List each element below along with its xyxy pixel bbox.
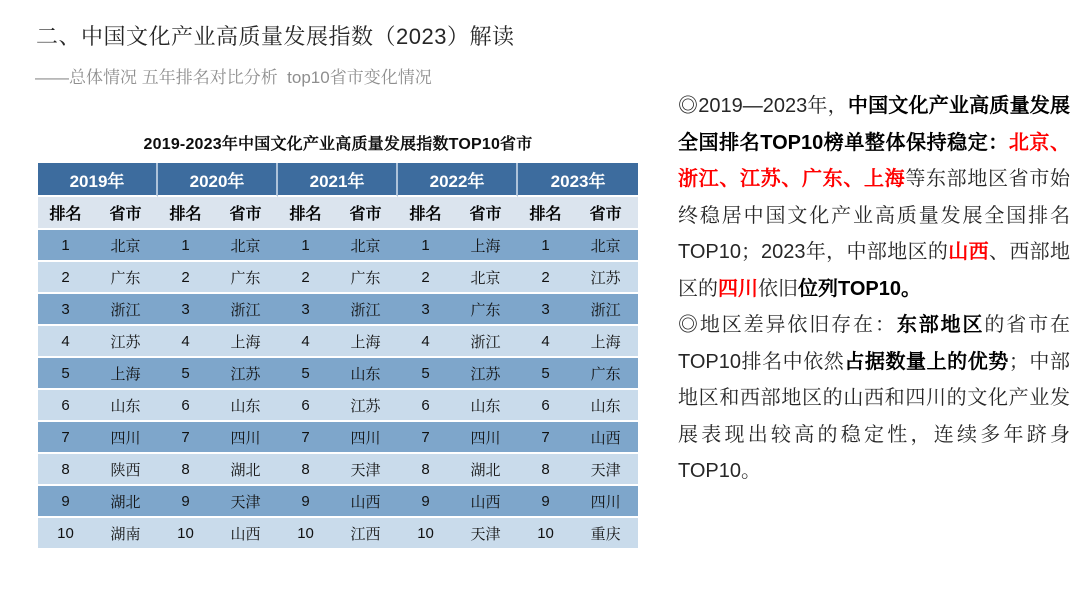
sub-header-row (38, 197, 638, 230)
rank-cell: 6 (158, 390, 213, 422)
province-cell: 北京 (333, 230, 398, 262)
province-header-cell: 省市 (453, 197, 518, 230)
province-header-cell: 省市 (573, 197, 638, 230)
page-subtitle: ——总体情况 五年排名对比分析 top10省市变化情况 (35, 68, 432, 87)
rank-cell: 4 (158, 326, 213, 358)
rank-cell: 5 (398, 358, 453, 390)
rank-cell: 6 (398, 390, 453, 422)
province-cell: 山东 (213, 390, 278, 422)
rank-cell: 9 (158, 486, 213, 518)
analysis-paragraph (678, 307, 1070, 490)
rank-cell: 7 (398, 422, 453, 454)
province-cell: 广东 (93, 262, 158, 294)
rank-cell: 7 (158, 422, 213, 454)
province-cell: 山西 (573, 422, 638, 454)
rank-cell: 1 (398, 230, 453, 262)
rank-cell: 8 (518, 454, 573, 486)
rank-cell: 9 (518, 486, 573, 518)
province-cell: 山东 (333, 358, 398, 390)
province-cell: 山西 (213, 518, 278, 550)
province-cell: 湖北 (93, 486, 158, 518)
analysis-text-run: 依旧 (758, 277, 798, 300)
table-row (38, 518, 638, 550)
province-cell: 四川 (573, 486, 638, 518)
rank-cell: 7 (518, 422, 573, 454)
rank-cell: 5 (518, 358, 573, 390)
province-cell: 上海 (213, 326, 278, 358)
province-cell: 江苏 (333, 390, 398, 422)
rank-cell: 8 (158, 454, 213, 486)
table-row (38, 294, 638, 326)
highlighted-province-text: 北京、浙江、江苏、广东、上海 (678, 131, 1070, 190)
rank-cell: 1 (38, 230, 93, 262)
table-row (38, 230, 638, 262)
province-cell: 重庆 (573, 518, 638, 550)
rank-cell: 8 (398, 454, 453, 486)
year-header-cell: 2019年 (38, 163, 158, 197)
rank-cell: 2 (38, 262, 93, 294)
province-cell: 江西 (333, 518, 398, 550)
rank-cell: 1 (278, 230, 333, 262)
province-cell: 天津 (573, 454, 638, 486)
year-header-cell: 2023年 (518, 163, 638, 197)
year-header-cell: 2020年 (158, 163, 278, 197)
rank-header-cell: 排名 (38, 197, 93, 230)
rank-cell: 3 (398, 294, 453, 326)
rank-cell: 10 (278, 518, 333, 550)
analysis-text-run: 位列TOP10。 (798, 277, 921, 300)
rank-cell: 9 (398, 486, 453, 518)
ranking-table (38, 163, 638, 550)
rank-cell: 5 (158, 358, 213, 390)
province-cell: 浙江 (453, 326, 518, 358)
rank-cell: 4 (38, 326, 93, 358)
province-cell: 四川 (453, 422, 518, 454)
rank-cell: 7 (278, 422, 333, 454)
province-cell: 上海 (453, 230, 518, 262)
rank-cell: 6 (38, 390, 93, 422)
province-cell: 广东 (453, 294, 518, 326)
rank-header-cell: 排名 (398, 197, 453, 230)
rank-cell: 1 (158, 230, 213, 262)
province-cell: 上海 (573, 326, 638, 358)
rank-cell: 6 (518, 390, 573, 422)
rank-cell: 8 (278, 454, 333, 486)
rank-cell: 2 (518, 262, 573, 294)
province-cell: 天津 (213, 486, 278, 518)
year-header-cell: 2021年 (278, 163, 398, 197)
analysis-text-run: ◎2019—2023年， (678, 95, 848, 117)
rank-cell: 8 (38, 454, 93, 486)
table-row (38, 422, 638, 454)
analysis-text-run: ◎地区差异依旧存在： (678, 314, 897, 336)
rank-cell: 3 (518, 294, 573, 326)
province-header-cell: 省市 (213, 197, 278, 230)
province-header-cell: 省市 (93, 197, 158, 230)
province-cell: 山东 (93, 390, 158, 422)
rank-cell: 1 (518, 230, 573, 262)
analysis-text-run: 占据数量上的优势 (844, 350, 1009, 373)
rank-cell: 4 (518, 326, 573, 358)
province-cell: 陕西 (93, 454, 158, 486)
rank-cell: 6 (278, 390, 333, 422)
province-cell: 江苏 (453, 358, 518, 390)
province-cell: 山东 (573, 390, 638, 422)
analysis-text-run: 的省市在TOP10排名中依然 (678, 314, 1071, 373)
province-cell: 浙江 (333, 294, 398, 326)
province-cell: 广东 (573, 358, 638, 390)
analysis-panel (678, 88, 1070, 490)
province-cell: 天津 (333, 454, 398, 486)
rank-cell: 9 (278, 486, 333, 518)
province-cell: 四川 (333, 422, 398, 454)
analysis-text-run: ；中部地区和西部地区的山西和四川的文化产业发展表现出较高的稳定性，连续多年跻身TOP10。 (678, 350, 1070, 482)
province-cell: 北京 (453, 262, 518, 294)
rank-cell: 10 (38, 518, 93, 550)
rank-header-cell: 排名 (518, 197, 573, 230)
province-cell: 四川 (93, 422, 158, 454)
rank-cell: 3 (278, 294, 333, 326)
analysis-text-run: 等东部地区省市始终稳居中国文化产业高质量发展全国排名TOP10；2023年，中部地区的 (678, 168, 1071, 263)
province-cell: 上海 (333, 326, 398, 358)
province-cell: 浙江 (93, 294, 158, 326)
rank-cell: 2 (398, 262, 453, 294)
rank-header-cell: 排名 (278, 197, 333, 230)
table-row (38, 262, 638, 294)
province-cell: 广东 (213, 262, 278, 294)
province-cell: 北京 (573, 230, 638, 262)
province-cell: 广东 (333, 262, 398, 294)
province-cell: 四川 (213, 422, 278, 454)
province-cell: 江苏 (573, 262, 638, 294)
ranking-table-block (38, 131, 638, 550)
analysis-paragraph (678, 88, 1070, 307)
rank-cell: 5 (278, 358, 333, 390)
table-row (38, 358, 638, 390)
table-row (38, 454, 638, 486)
rank-cell: 10 (398, 518, 453, 550)
province-cell: 湖南 (93, 518, 158, 550)
province-cell: 上海 (93, 358, 158, 390)
rank-cell: 3 (158, 294, 213, 326)
rank-cell: 4 (278, 326, 333, 358)
analysis-text-run: 中国文化产业高质量发展全国排名TOP10榜单整体保持稳定： (678, 95, 1071, 154)
rank-cell: 9 (38, 486, 93, 518)
year-header-row (38, 163, 638, 197)
rank-cell: 7 (38, 422, 93, 454)
table-title: 2019-2023年中国文化产业高质量发展指数TOP10省市 (143, 136, 533, 153)
province-cell: 山西 (453, 486, 518, 518)
province-header-cell: 省市 (333, 197, 398, 230)
rank-cell: 4 (398, 326, 453, 358)
analysis-text-run: 东部地区 (896, 314, 985, 336)
analysis-text-run: 、西部地区的 (678, 241, 1071, 300)
province-cell: 浙江 (573, 294, 638, 326)
table-row (38, 326, 638, 358)
province-cell: 浙江 (213, 294, 278, 326)
province-cell: 江苏 (93, 326, 158, 358)
province-cell: 天津 (453, 518, 518, 550)
rank-cell: 10 (518, 518, 573, 550)
province-cell: 山西 (333, 486, 398, 518)
rank-cell: 5 (38, 358, 93, 390)
table-row (38, 390, 638, 422)
rank-cell: 2 (158, 262, 213, 294)
province-cell: 江苏 (213, 358, 278, 390)
province-cell: 山东 (453, 390, 518, 422)
highlighted-province-text: 四川 (718, 277, 758, 300)
province-cell: 湖北 (213, 454, 278, 486)
rank-cell: 3 (38, 294, 93, 326)
province-cell: 北京 (213, 230, 278, 262)
year-header-cell: 2022年 (398, 163, 518, 197)
province-cell: 北京 (93, 230, 158, 262)
rank-cell: 2 (278, 262, 333, 294)
highlighted-province-text: 山西 (948, 241, 989, 263)
table-row (38, 486, 638, 518)
rank-header-cell: 排名 (158, 197, 213, 230)
province-cell: 湖北 (453, 454, 518, 486)
rank-cell: 10 (158, 518, 213, 550)
page-title: 二、中国文化产业高质量发展指数（2023）解读 (36, 24, 515, 49)
